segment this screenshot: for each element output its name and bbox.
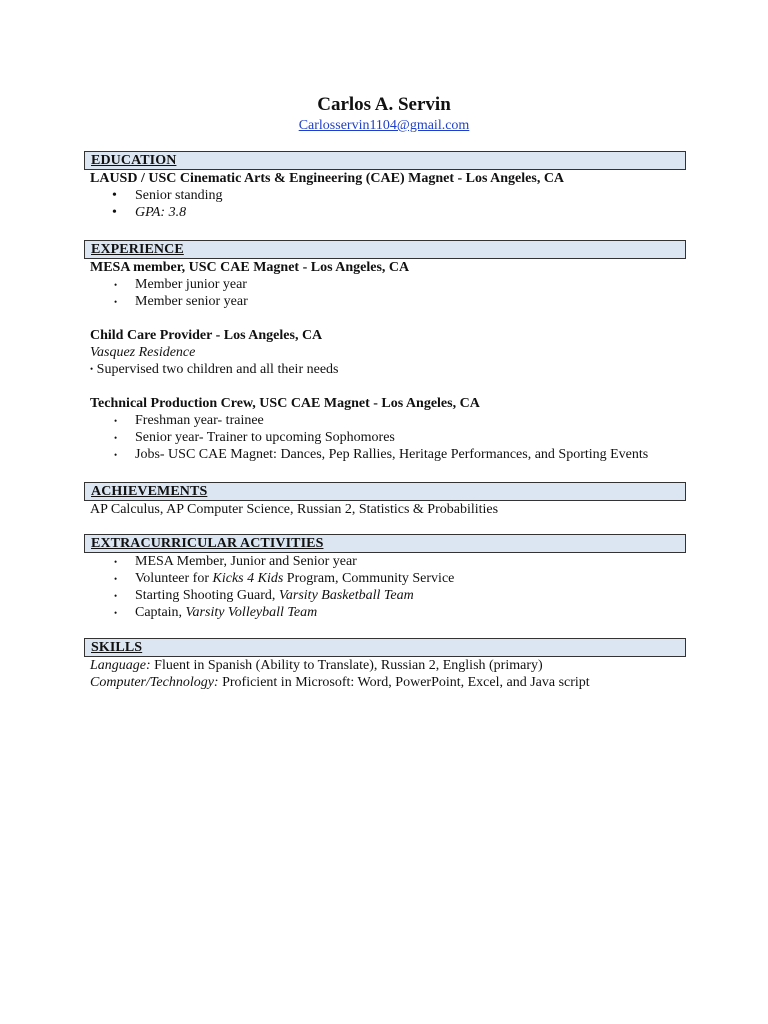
skills-heading: SKILLS (84, 638, 686, 657)
bullet-icon: • (112, 188, 117, 203)
education-heading: EDUCATION (84, 151, 686, 170)
extracurricular-heading: EXTRACURRICULAR ACTIVITIES (84, 534, 686, 553)
candidate-name: Carlos A. Servin (317, 94, 451, 115)
small-bullet-icon: • (90, 364, 94, 374)
list-item: • Member senior year (114, 294, 248, 309)
education-section (84, 151, 686, 221)
email-link[interactable]: Carlosservin1104@gmail.com (298, 118, 470, 133)
small-bullet-icon: • (114, 557, 118, 567)
small-bullet-icon: • (114, 433, 118, 443)
experience-section (84, 240, 686, 463)
skills-computer: Computer/Technology: Proficient in Microsoft: Word, PowerPoint, Excel, and Java script (90, 675, 590, 690)
extracurricular-section (84, 534, 686, 621)
small-bullet-icon: • (114, 280, 118, 290)
small-bullet-icon: • (114, 591, 118, 601)
mesa-list (84, 276, 686, 310)
education-list (84, 187, 686, 221)
list-item: • Captain, Varsity Volleyball Team (114, 605, 318, 620)
resume-header (0, 92, 768, 134)
list-item: • Starting Shooting Guard, Varsity Basketball Team (114, 588, 414, 603)
list-item: • Senior standing (112, 188, 223, 203)
tech-title: Technical Production Crew, USC CAE Magnet - Los Angeles, CA (90, 396, 480, 411)
childcare-subtitle: Vasquez Residence (90, 345, 196, 360)
achievements-heading: ACHIEVEMENTS (84, 482, 686, 501)
achievements-text: AP Calculus, AP Computer Science, Russian 2, Statistics & Probabilities (90, 502, 499, 517)
childcare-bullet: • Supervised two children and all their needs (90, 362, 339, 377)
list-item: • Jobs- USC CAE Magnet: Dances, Pep Rallies, Heritage Performances, and Sporting Events (114, 447, 649, 462)
tech-list (84, 412, 686, 463)
list-item: • Volunteer for Kicks 4 Kids Program, Community Service (114, 571, 455, 586)
list-item: • Freshman year- trainee (114, 413, 264, 428)
small-bullet-icon: • (114, 608, 118, 618)
education-school: LAUSD / USC Cinematic Arts & Engineering (CAE) Magnet - Los Angeles, CA (90, 171, 565, 186)
skills-section (84, 638, 686, 691)
extracurricular-list (84, 553, 686, 621)
small-bullet-icon: • (114, 574, 118, 584)
childcare-title: Child Care Provider - Los Angeles, CA (90, 328, 323, 343)
list-item: • Senior year- Trainer to upcoming Sophomores (114, 430, 395, 445)
list-item: • GPA: 3.8 (112, 205, 187, 220)
small-bullet-icon: • (114, 297, 118, 307)
small-bullet-icon: • (114, 450, 118, 460)
experience-heading: EXPERIENCE (84, 240, 686, 259)
bullet-icon: • (112, 205, 117, 220)
small-bullet-icon: • (114, 416, 118, 426)
mesa-title: MESA member, USC CAE Magnet - Los Angeles, CA (90, 260, 410, 275)
list-item: • MESA Member, Junior and Senior year (114, 554, 357, 569)
list-item: • Member junior year (114, 277, 247, 292)
skills-language: Language: Fluent in Spanish (Ability to Translate), Russian 2, English (primary) (90, 658, 543, 673)
achievements-section (84, 482, 686, 518)
